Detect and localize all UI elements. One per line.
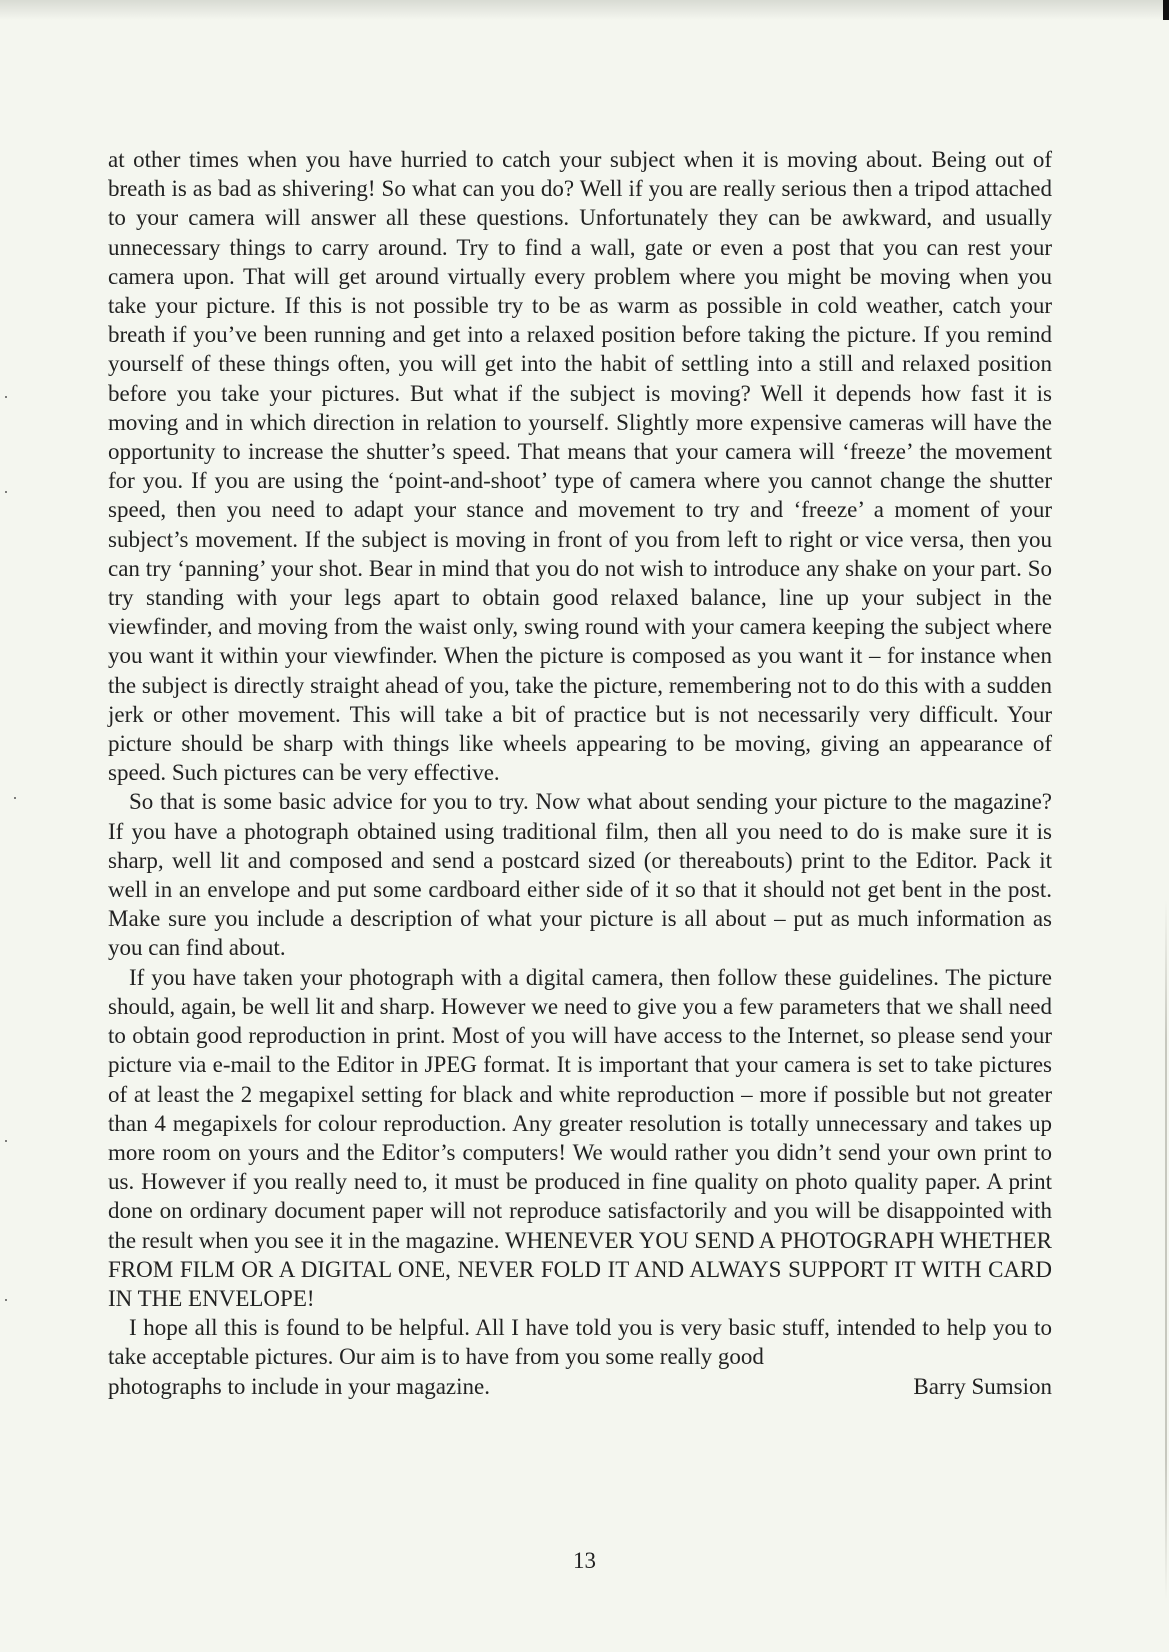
page-number: 13	[573, 1548, 596, 1573]
scan-corner-mark	[1163, 0, 1169, 20]
scan-speck	[14, 797, 16, 799]
closing-paragraph	[108, 1313, 1052, 1401]
article-paragraph: If you have taken your photograph with a digital camera, then follow these guidelines. The picture should, again, be well lit and sharp. However we need to give you a few parameters that we shall need to obtain good reproduction in print. Most of you will have access to the Internet, so please send your picture via e-mail to the Editor in JPEG format. It is important that your camera is set to take pictures of at least the 2 megapixel setting for black and white reproduction – more if possible but not greater than 4 megapixels for colour reproduction. Any greater resolution is totally unnecessary and takes up more room on yours and the Editor’s computers! We would rather you didn’t send your own print to us. However if you really need to, it must be produced in fine quality on photo quality paper. A print done on ordinary document paper will not reproduce satisfactorily and you will be disappointed with the result when you see it in the magazine. WHENEVER YOU SEND A PHOTOGRAPH WHETHER FROM FILM OR A DIGITAL ONE, NEVER FOLD IT AND ALWAYS SUPPORT IT WITH CARD IN THE ENVELOPE!	[108, 964, 1052, 1311]
page-right-edge	[1165, 900, 1167, 1600]
article-paragraph: So that is some basic advice for you to try. Now what about sending your picture to the magazine? If you have a photograph obtained using traditional film, then all you need to do is make sure it is sharp, well lit and composed and send a postcard sized (or thereabouts) print to the Editor. Pack it well in an envelope and put some cardboard either side of it so that it should not get bent in the post. Make sure you include a description of what your picture is all about – put as much information as you can find about.	[108, 789, 1052, 961]
scan-speck	[5, 1299, 7, 1301]
scan-speck	[5, 491, 7, 493]
scan-speck	[5, 1140, 7, 1142]
article-paragraph: at other times when you have hurried to catch your subject when it is moving about. Being out of breath is as bad as shivering! So what can you do? Well if you are really serious then a tripod attached to your camera will answer all these questions. Unfortunately they can be awkward, and usually unnecessary things to carry around. Try to find a wall, gate or even a post that you can rest your camera upon. That will get around virtually every problem where you might be moving when you take your picture. If this is not possible try to be as warm as possible in cold weather, catch your breath if you’ve been running and get into a relaxed position before taking the picture. If you remind yourself of these things often, you will get into the habit of settling into a still and relaxed position before you take your pictures. But what if the subject is moving? Well it depends how fast it is moving and in which direction in relation to yourself. Slightly more expensive cameras will have the opportunity to increase the shutter’s speed. That means that your camera will ‘freeze’ the movement for you. If you are using the ‘point-and-shoot’ type of camera where you cannot change the shutter speed, then you need to adapt your stance and movement to try and ‘freeze’ a moment of your subject’s movement. If the subject is moving in front of you from left to right or vice versa, then you can try ‘panning’ your shot. Bear in mind that you do not wish to introduce any shake on your part. So try standing with your legs apart to obtain good relaxed balance, line up your subject in the viewfinder, and moving from the waist only, swing round with your camera keeping the subject where you want it within your viewfinder. When the picture is composed as you want it – for instance when the subject is directly straight ahead of you, take the picture, remembering not to do this with a sudden jerk or other movement. This will take a bit of practice but is not necessarily very difficult. Your picture should be sharp with things like wheels appearing to be moving, giving an appearance of speed. Such pictures can be very effective.	[108, 147, 1052, 786]
article-body	[108, 145, 1052, 1401]
closing-last-line	[108, 1372, 1052, 1401]
closing-last-text: photographs to include in your magazine.	[108, 1373, 490, 1399]
closing-text: I hope all this is found to be helpful. All I have told you is very basic stuff, intended to help you to take acceptable pictures. Our aim is to have from you some really good	[108, 1315, 1052, 1370]
author-signature: Barry Sumsion	[913, 1373, 1052, 1399]
scan-speck	[5, 396, 7, 398]
page-top-shadow	[0, 0, 1169, 20]
